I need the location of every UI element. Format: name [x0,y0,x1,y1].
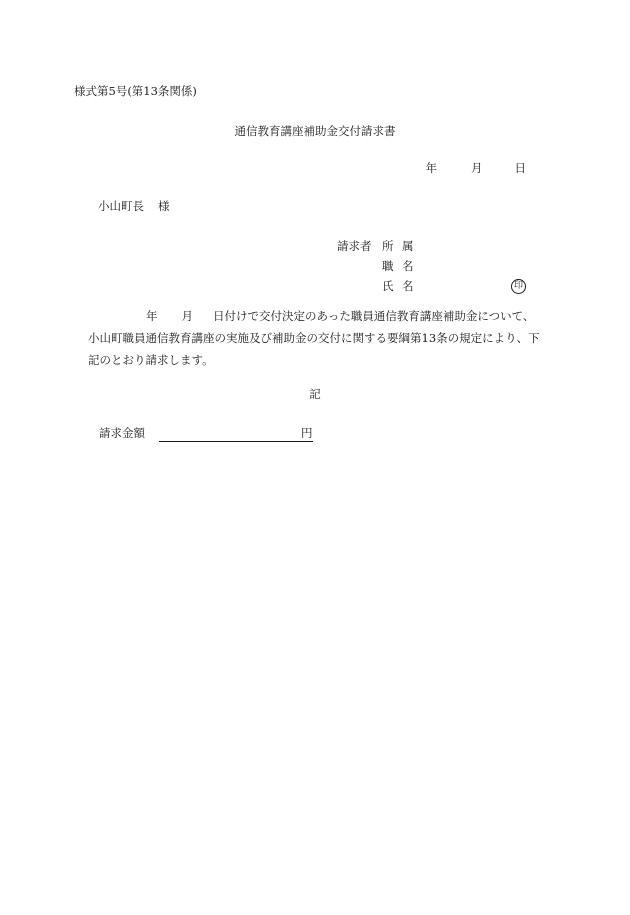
body-line1-rest: 日付けで交付決定のあった職員通信教育講座補助金について、 [213,309,535,323]
form-number: 様式第5号(第13条関係) [74,84,197,98]
body-line-2: 小山町職員通信教育講座の実施及び補助金の交付に関する要綱第13条の規定により、下 [88,331,540,345]
addressee-honorific: 様 [158,199,170,213]
seal-icon: 印 [511,279,526,294]
date-day: 日 [514,161,526,175]
field-name: 氏 名 [382,279,414,293]
body-year: 年 [146,309,158,323]
field-position: 職 名 [382,259,414,273]
amount-line [99,426,313,442]
body-line-3: 記のとおり請求します。 [88,353,214,367]
request-body [88,305,540,371]
field-affiliation: 所 属 [382,239,414,253]
date-month: 月 [471,161,483,175]
amount-unit: 円 [301,426,313,440]
requester-row-name [337,276,523,296]
date-line [426,161,527,176]
addressee [98,199,170,214]
requester-row-affiliation [337,236,412,256]
body-line-1 [88,305,540,327]
ki-heading: 記 [309,387,321,401]
requester-block [337,236,523,296]
amount-blank [159,428,301,442]
requester-label: 請求者 [337,239,372,253]
date-year: 年 [425,161,437,175]
document-title: 通信教育講座補助金交付請求書 [234,124,396,138]
body-month: 月 [181,309,193,323]
amount-label: 請求金額 [99,426,145,440]
requester-row-position [337,256,412,276]
addressee-name: 小山町長 [98,199,144,213]
